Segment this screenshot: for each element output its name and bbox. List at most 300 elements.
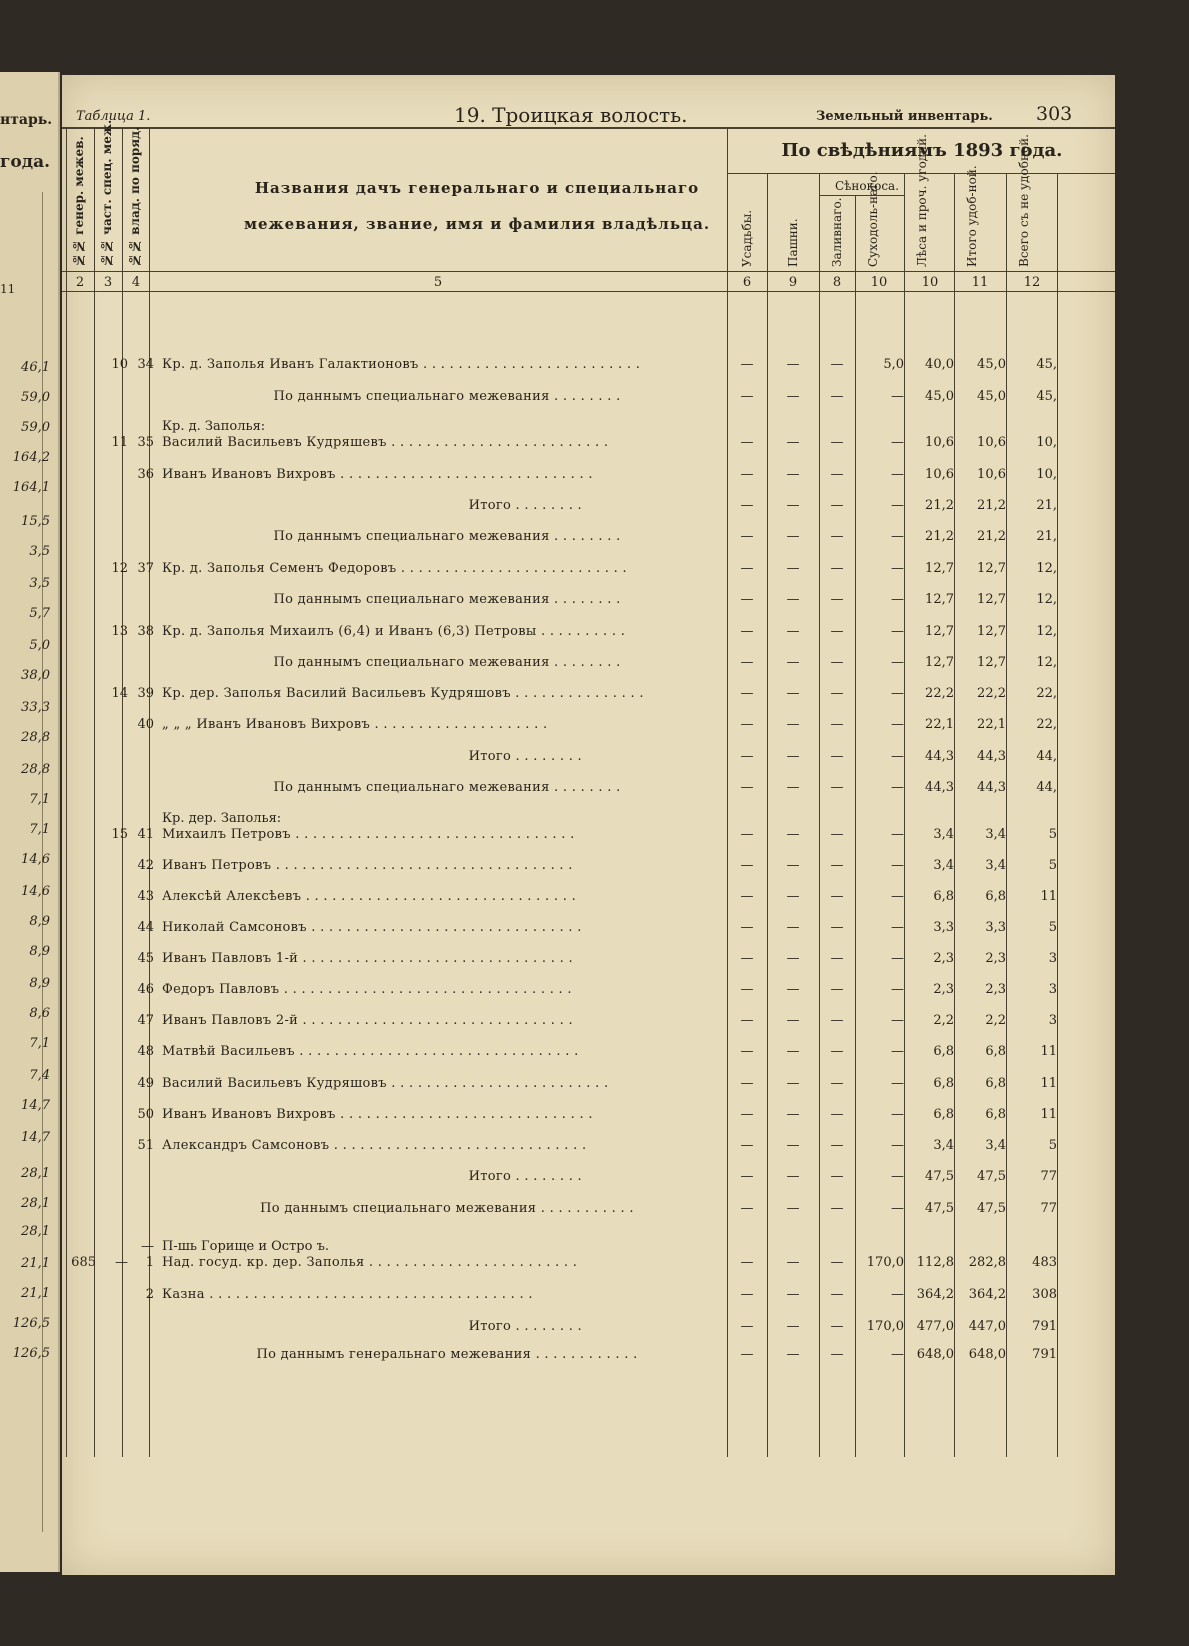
cell-total-arable: 10,6 [977, 467, 1006, 482]
cell-total-arable: 6,8 [985, 1044, 1006, 1059]
cell-total-all: 45, [1036, 357, 1057, 372]
cell-flooded-hay: — [830, 655, 844, 670]
cell-special-number: 13 [111, 624, 128, 639]
cell-forest: 12,7 [925, 624, 954, 639]
header-owner-order-number: №№ влад. по поряд. [128, 126, 142, 267]
cell-arable: — [786, 1347, 800, 1362]
cell-dry-hay: — [891, 1201, 904, 1216]
cell-special-number: 12 [111, 561, 128, 576]
cell-dry-hay: — [891, 1044, 904, 1059]
cell-forest: 22,2 [925, 686, 954, 701]
left-page-value: 28,1 [21, 1196, 50, 1211]
cell-owner-name: Василий Васильевъ Кудряшовъ . . . . . . . . . . . . . . . . . . . . . . . . . [162, 1076, 609, 1091]
cell-flooded-hay: — [830, 529, 844, 544]
cell-flooded-hay: — [830, 749, 844, 764]
cell-dry-hay: — [891, 982, 904, 997]
cell-dry-hay: — [891, 389, 904, 404]
table-row [62, 1239, 1115, 1277]
left-page-value: 14,6 [21, 852, 50, 867]
cell-flooded-hay: — [830, 1287, 844, 1302]
table-row [62, 467, 1115, 489]
colnum-10a: 10 [870, 275, 888, 290]
cell-arable: — [786, 920, 800, 935]
cell-homesteads: — [740, 951, 754, 966]
table-row [62, 1013, 1115, 1035]
cell-flooded-hay: — [830, 1044, 844, 1059]
table-row [62, 717, 1115, 739]
cell-total-arable: 2,3 [985, 982, 1006, 997]
left-page-value: 14,7 [21, 1130, 50, 1145]
cell-forest: 12,7 [925, 655, 954, 670]
table-row [62, 624, 1115, 646]
cell-homesteads: — [740, 1169, 754, 1184]
table-page [62, 75, 1115, 1575]
cell-flooded-hay: — [830, 1347, 844, 1362]
cell-owner-number: 39 [137, 686, 154, 701]
cell-total-all: 44, [1036, 749, 1057, 764]
cell-forest: 6,8 [933, 1107, 954, 1122]
cell-owner-number: 40 [137, 717, 154, 732]
cell-total-arable: 12,7 [977, 624, 1006, 639]
cell-owner-name: Федоръ Павловъ . . . . . . . . . . . . . . . . . . . . . . . . . . . . . . . . . [162, 982, 572, 997]
header-homesteads: Усадьбы. [740, 209, 754, 267]
cell-total-all: 5 [1048, 858, 1057, 873]
cell-owner-number: 41 [137, 827, 154, 842]
cell-arable: — [786, 529, 800, 544]
cell-owner-name: Алексѣй Алексѣевъ . . . . . . . . . . . . . . . . . . . . . . . . . . . . . . . [162, 889, 577, 904]
cell-flooded-hay: — [830, 467, 844, 482]
cell-total-all: 21, [1036, 498, 1057, 513]
cell-total-arable: 44,3 [977, 749, 1006, 764]
cell-total-arable: 364,2 [968, 1287, 1006, 1302]
cell-flooded-hay: — [830, 592, 844, 607]
cell-arable: — [786, 561, 800, 576]
cell-owner-number: 43 [137, 889, 154, 904]
header-name-line-1: Названия дачъ генеральнаго и специальнаго [254, 179, 700, 197]
cell-forest: 2,2 [933, 1013, 954, 1028]
cell-total-all: 5 [1048, 1138, 1057, 1153]
left-page-value: 7,1 [29, 822, 50, 837]
cell-total-arable: 3,4 [985, 858, 1006, 873]
left-page-value: 5,0 [29, 638, 50, 653]
cell-owner-name: Иванъ Павловъ 1-й . . . . . . . . . . . . . . . . . . . . . . . . . . . . . . . [162, 951, 573, 966]
cell-owner-number: 34 [137, 357, 154, 372]
table-row [62, 389, 1115, 411]
cell-special-number: 10 [111, 357, 128, 372]
table-row [62, 749, 1115, 771]
cell-total-all: 791 [1032, 1347, 1057, 1362]
cell-flooded-hay: — [830, 561, 844, 576]
cell-total-all: 11 [1040, 1107, 1057, 1122]
cell-flooded-hay: — [830, 435, 844, 450]
cell-group-heading: Кр. дер. Заполья: [162, 811, 282, 826]
cell-owner-name: Кр. д. Заполья Семенъ Федоровъ . . . . . . . . . . . . . . . . . . . . . . . . . . [162, 561, 627, 576]
cell-total-all: 22, [1036, 717, 1057, 732]
cell-homesteads: — [740, 858, 754, 873]
left-page-year-heading: года. [0, 152, 51, 172]
cell-dry-hay: — [891, 686, 904, 701]
cell-group-heading: П-шь Горище и Остро ъ. [162, 1239, 329, 1254]
cell-total-arable: 3,4 [985, 1138, 1006, 1153]
left-page-value: 7,1 [29, 1036, 50, 1051]
cell-dry-hay: — [891, 655, 904, 670]
cell-dry-hay: — [891, 529, 904, 544]
cell-total-all: 12, [1036, 592, 1057, 607]
running-head [76, 103, 1096, 129]
cell-arable: — [786, 686, 800, 701]
cell-total-all: 11 [1040, 1076, 1057, 1091]
table-row [62, 951, 1115, 973]
cell-forest: 21,2 [925, 498, 954, 513]
page-title: 19. Троицкая волость. [454, 103, 688, 127]
colnum-8: 8 [832, 275, 842, 290]
cell-homesteads: — [740, 389, 754, 404]
cell-owner-name: Над. госуд. кр. дер. Заполья . . . . . . . . . . . . . . . . . . . . . . . . [162, 1255, 578, 1270]
cell-homesteads: — [740, 529, 754, 544]
cell-arable: — [786, 1044, 800, 1059]
left-page-value: 33,3 [21, 700, 50, 715]
cell-total-arable: 45,0 [977, 357, 1006, 372]
cell-owner-name: По даннымъ специальнаго межевания . . . . . . . . [273, 529, 621, 544]
cell-total-arable: 12,7 [977, 655, 1006, 670]
left-page-value: 14,6 [21, 884, 50, 899]
cell-arable: — [786, 717, 800, 732]
left-page-fragment [0, 72, 60, 1572]
cell-forest: 112,8 [916, 1255, 954, 1270]
cell-dry-hay: — [891, 1076, 904, 1091]
cell-owner-name: По даннымъ специальнаго межевания . . . . . . . . [273, 780, 621, 795]
cell-homesteads: — [740, 1201, 754, 1216]
cell-arable: — [786, 592, 800, 607]
left-page-value: 21,1 [21, 1286, 50, 1301]
cell-total-all: 77 [1040, 1169, 1057, 1184]
page-number: 303 [1036, 103, 1073, 125]
cell-flooded-hay: — [830, 624, 844, 639]
cell-group-heading: Кр. д. Заполья: [162, 419, 266, 434]
cell-dry-hay: — [891, 827, 904, 842]
cell-homesteads: — [740, 717, 754, 732]
cell-forest: 2,3 [933, 951, 954, 966]
left-page-value: 15,5 [21, 514, 50, 529]
table-row [62, 1169, 1115, 1191]
cell-total-arable: 6,8 [985, 1076, 1006, 1091]
cell-arable: — [786, 858, 800, 873]
cell-homesteads: — [740, 498, 754, 513]
cell-homesteads: — [740, 1013, 754, 1028]
table-row [62, 357, 1115, 379]
table-row [62, 1107, 1115, 1129]
cell-arable: — [786, 389, 800, 404]
cell-flooded-hay: — [830, 951, 844, 966]
cell-dry-hay: — [891, 951, 904, 966]
cell-total-all: 21, [1036, 529, 1057, 544]
cell-owner-number: 37 [137, 561, 154, 576]
cell-special-number: 15 [111, 827, 128, 842]
cell-flooded-hay: — [830, 780, 844, 795]
cell-owner-name: Михаилъ Петровъ . . . . . . . . . . . . . . . . . . . . . . . . . . . . . . . . [162, 827, 575, 842]
cell-owner-name: Василий Васильевъ Кудряшевъ . . . . . . . . . . . . . . . . . . . . . . . . . [162, 435, 609, 450]
left-page-value: 14,7 [21, 1098, 50, 1113]
cell-dry-hay: — [891, 498, 904, 513]
cell-homesteads: — [740, 467, 754, 482]
cell-owner-name: По даннымъ генеральнаго межевания . . . . . . . . . . . . [256, 1347, 638, 1362]
cell-arable: — [786, 1255, 800, 1270]
cell-flooded-hay: — [830, 1319, 844, 1334]
cell-owner-number: 2 [145, 1287, 154, 1302]
cell-arable: — [786, 780, 800, 795]
colnum-3: 3 [103, 275, 113, 290]
left-page-value: 126,5 [12, 1316, 50, 1331]
table-row [62, 1201, 1115, 1223]
table-row [62, 811, 1115, 849]
cell-forest: 3,4 [933, 1138, 954, 1153]
left-page-column-number: 11 [0, 282, 16, 296]
cell-flooded-hay: — [830, 920, 844, 935]
cell-forest: 3,4 [933, 827, 954, 842]
cell-forest: 44,3 [925, 749, 954, 764]
cell-arable: — [786, 467, 800, 482]
cell-homesteads: — [740, 655, 754, 670]
cell-owner-name: Казна . . . . . . . . . . . . . . . . . . . . . . . . . . . . . . . . . . . . . [162, 1287, 533, 1302]
cell-forest: 12,7 [925, 561, 954, 576]
cell-homesteads: — [740, 1287, 754, 1302]
left-page-value: 46,1 [21, 360, 50, 375]
cell-homesteads: — [740, 920, 754, 935]
cell-total-all: 12, [1036, 561, 1057, 576]
cell-owner-name: Иванъ Ивановъ Вихровъ . . . . . . . . . . . . . . . . . . . . . . . . . . . . . [162, 467, 593, 482]
cell-owner-name: Итого . . . . . . . . [468, 749, 582, 764]
colnum-9: 9 [788, 275, 798, 290]
cell-arable: — [786, 624, 800, 639]
cell-owner-name: По даннымъ специальнаго межевания . . . . . . . . . . . [260, 1201, 634, 1216]
cell-homesteads: — [740, 1076, 754, 1091]
colnum-10b: 10 [921, 275, 939, 290]
cell-total-all: 12, [1036, 624, 1057, 639]
table-row [62, 780, 1115, 802]
cell-flooded-hay: — [830, 1169, 844, 1184]
cell-owner-number: 45 [137, 951, 154, 966]
cell-total-all: 3 [1048, 982, 1057, 997]
cell-owner-number: 44 [137, 920, 154, 935]
cell-total-all: 3 [1048, 951, 1057, 966]
cell-flooded-hay: — [830, 389, 844, 404]
cell-total-arable: 12,7 [977, 561, 1006, 576]
cell-total-all: 10, [1036, 467, 1057, 482]
colnum-4: 4 [131, 275, 141, 290]
cell-owner-name: Матвѣй Васильевъ . . . . . . . . . . . . . . . . . . . . . . . . . . . . . . . . [162, 1044, 579, 1059]
cell-forest: 45,0 [925, 389, 954, 404]
cell-forest: 10,6 [925, 435, 954, 450]
cell-owner-name: По даннымъ специальнаго межевания . . . . . . . . [273, 592, 621, 607]
cell-forest: 6,8 [933, 889, 954, 904]
left-page-value: 8,9 [29, 944, 50, 959]
table-row [62, 982, 1115, 1004]
cell-special-number: 14 [111, 686, 128, 701]
cell-total-all: 308 [1032, 1287, 1057, 1302]
table-row [62, 1319, 1115, 1341]
cell-homesteads: — [740, 1044, 754, 1059]
header-name-line-2: межевания, звание, имя и фамилия владѣльца. [243, 215, 711, 233]
cell-homesteads: — [740, 357, 754, 372]
cell-dry-hay: — [891, 717, 904, 732]
cell-total-arable: 22,2 [977, 686, 1006, 701]
table-row [62, 655, 1115, 677]
cell-dry-hay: — [891, 1287, 904, 1302]
table-row [62, 1287, 1115, 1309]
cell-total-all: 12, [1036, 655, 1057, 670]
cell-forest: 47,5 [925, 1169, 954, 1184]
cell-forest: 21,2 [925, 529, 954, 544]
cell-flooded-hay: — [830, 498, 844, 513]
left-page-value: 7,4 [29, 1068, 50, 1083]
cell-total-arable: 45,0 [977, 389, 1006, 404]
cell-total-all: 22, [1036, 686, 1057, 701]
cell-total-all: 791 [1032, 1319, 1057, 1334]
cell-flooded-hay: — [830, 1201, 844, 1216]
colnum-12: 12 [1023, 275, 1041, 290]
cell-flooded-hay: — [830, 717, 844, 732]
cell-homesteads: — [740, 889, 754, 904]
cell-arable: — [786, 1319, 800, 1334]
table-row [62, 592, 1115, 614]
cell-total-arable: 447,0 [968, 1319, 1006, 1334]
cell-homesteads: — [740, 780, 754, 795]
cell-owner-number: 42 [137, 858, 154, 873]
cell-total-arable: 22,1 [977, 717, 1006, 732]
cell-arable: — [786, 1107, 800, 1122]
cell-dry-hay: — [891, 624, 904, 639]
left-page-value: 126,5 [12, 1346, 50, 1361]
cell-homesteads: — [740, 827, 754, 842]
cell-forest: 364,2 [916, 1287, 954, 1302]
cell-forest: 3,3 [933, 920, 954, 935]
header-hayfields: Сѣнокоса. [834, 179, 900, 193]
cell-arable: — [786, 435, 800, 450]
cell-flooded-hay: — [830, 1138, 844, 1153]
left-page-value: 28,8 [21, 762, 50, 777]
cell-dry-hay: 5,0 [883, 357, 904, 372]
cell-flooded-hay: — [830, 827, 844, 842]
cell-dry-hay: 170,0 [866, 1255, 904, 1270]
cell-total-arable: 47,5 [977, 1201, 1006, 1216]
cell-dry-hay: — [891, 780, 904, 795]
left-page-running-head: нтарь. [0, 112, 53, 128]
cell-forest: 2,3 [933, 982, 954, 997]
cell-total-all: 5 [1048, 920, 1057, 935]
cell-owner-number: 48 [137, 1044, 154, 1059]
cell-homesteads: — [740, 749, 754, 764]
cell-owner-name: Иванъ Ивановъ Вихровъ . . . . . . . . . . . . . . . . . . . . . . . . . . . . . [162, 1107, 593, 1122]
cell-forest: 6,8 [933, 1044, 954, 1059]
cell-dry-hay: — [891, 467, 904, 482]
cell-total-all: 45, [1036, 389, 1057, 404]
cell-total-all: 11 [1040, 889, 1057, 904]
header-year-group: По свѣдѣниямъ 1893 года. [781, 140, 1063, 161]
cell-dry-hay: — [891, 889, 904, 904]
table-label: Таблица 1. [76, 109, 151, 124]
header-special-survey-number: №№ част. спец. меж. [100, 119, 114, 267]
cell-homesteads: — [740, 624, 754, 639]
cell-owner-number: 46 [137, 982, 154, 997]
left-page-value: 7,1 [29, 792, 50, 807]
cell-owner-name: По даннымъ специальнаго межевания . . . . . . . . [273, 655, 621, 670]
table-row [62, 498, 1115, 520]
cell-owner-number-group: — [141, 1239, 154, 1254]
cell-flooded-hay: — [830, 982, 844, 997]
table-row [62, 1044, 1115, 1066]
header-total-arable: Итого удоб-ной. [965, 165, 979, 267]
cell-flooded-hay: — [830, 1107, 844, 1122]
cell-owner-name: Иванъ Павловъ 2-й . . . . . . . . . . . . . . . . . . . . . . . . . . . . . . . [162, 1013, 573, 1028]
cell-arable: — [786, 982, 800, 997]
cell-forest: 648,0 [916, 1347, 954, 1362]
cell-owner-name: Александръ Самсоновъ . . . . . . . . . . . . . . . . . . . . . . . . . . . . . [162, 1138, 587, 1153]
cell-forest: 12,7 [925, 592, 954, 607]
cell-total-all: 483 [1032, 1255, 1057, 1270]
cell-total-all: 11 [1040, 1044, 1057, 1059]
cell-flooded-hay: — [830, 858, 844, 873]
cell-total-all: 44, [1036, 780, 1057, 795]
cell-forest: 40,0 [925, 357, 954, 372]
cell-arable: — [786, 1201, 800, 1216]
cell-arable: — [786, 749, 800, 764]
cell-homesteads: — [740, 686, 754, 701]
cell-total-arable: 3,3 [985, 920, 1006, 935]
cell-owner-name: Кр. дер. Заполья Василий Васильевъ Кудряшовъ . . . . . . . . . . . . . . . [162, 686, 644, 701]
cell-flooded-hay: — [830, 1255, 844, 1270]
table-row [62, 1076, 1115, 1098]
left-page-value: 3,5 [29, 576, 50, 591]
cell-total-arable: 12,7 [977, 592, 1006, 607]
cell-arable: — [786, 827, 800, 842]
cell-owner-name: По даннымъ специальнаго межевания . . . . . . . . [273, 389, 621, 404]
cell-owner-name: Итого . . . . . . . . [468, 1169, 582, 1184]
cell-arable: — [786, 1287, 800, 1302]
cell-total-arable: 47,5 [977, 1169, 1006, 1184]
cell-homesteads: — [740, 435, 754, 450]
table-row [62, 529, 1115, 551]
left-page-value: 164,2 [12, 450, 50, 465]
cell-total-all: 3 [1048, 1013, 1057, 1028]
cell-owner-number: 50 [137, 1107, 154, 1122]
colnum-6: 6 [742, 275, 752, 290]
cell-general-number: 685 [71, 1255, 96, 1270]
cell-total-arable: 21,2 [977, 529, 1006, 544]
cell-flooded-hay: — [830, 1076, 844, 1091]
cell-homesteads: — [740, 592, 754, 607]
cell-total-all: 5 [1048, 827, 1057, 842]
cell-arable: — [786, 1169, 800, 1184]
cell-arable: — [786, 498, 800, 513]
table-row [62, 419, 1115, 457]
cell-owner-name: Итого . . . . . . . . [468, 1319, 582, 1334]
cell-owner-name: Иванъ Петровъ . . . . . . . . . . . . . . . . . . . . . . . . . . . . . . . . . . [162, 858, 573, 873]
cell-arable: — [786, 655, 800, 670]
left-page-value: 3,5 [29, 544, 50, 559]
left-page-value: 164,1 [12, 480, 50, 495]
cell-owner-name: Кр. д. Заполья Иванъ Галактионовъ . . . . . . . . . . . . . . . . . . . . . . . . . [162, 357, 641, 372]
cell-forest: 3,4 [933, 858, 954, 873]
header-name-column [212, 170, 742, 242]
cell-homesteads: — [740, 1138, 754, 1153]
table-row [62, 920, 1115, 942]
left-page-value: 8,9 [29, 914, 50, 929]
cell-owner-name: Николай Самсоновъ . . . . . . . . . . . . . . . . . . . . . . . . . . . . . . . [162, 920, 582, 935]
left-page-value: 38,0 [21, 668, 50, 683]
cell-special-number: 11 [111, 435, 128, 450]
left-page-value: 21,1 [21, 1256, 50, 1271]
cell-total-all: 77 [1040, 1201, 1057, 1216]
